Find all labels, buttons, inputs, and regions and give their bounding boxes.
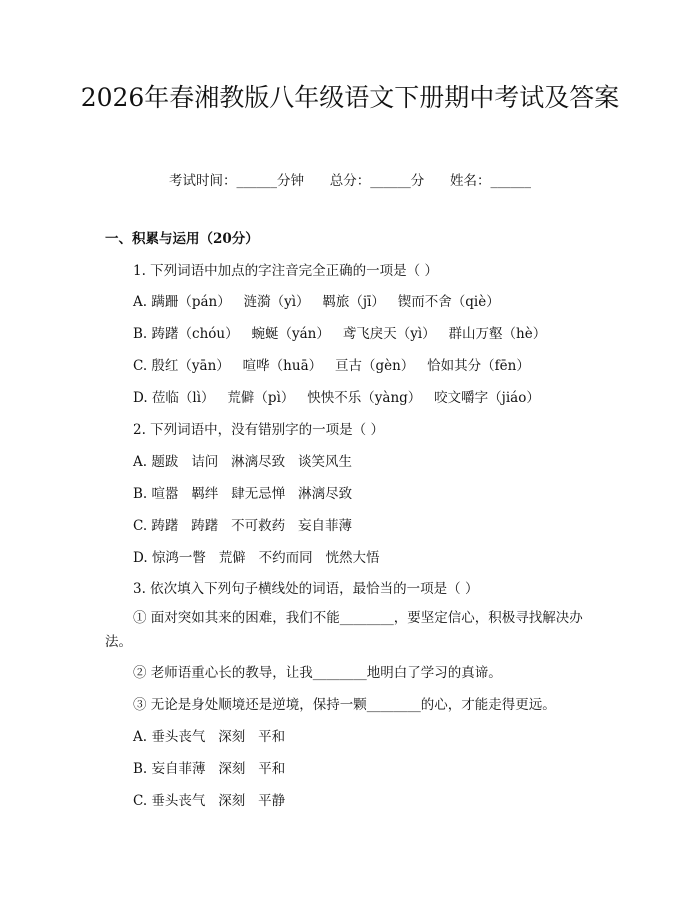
question-3-sentence-3: ③ 无论是身处顺境还是逆境，保持一颗________的心，才能走得更远。 [133, 697, 556, 713]
exam-meta-line: 考试时间：______分钟 总分：______分 姓名：______ [169, 173, 531, 189]
question-1-option-a: A. 蹒跚（pán） 涟漪（yì） 羁旅（jī） 锲而不舍（qiè） [133, 294, 500, 310]
question-2-stem: 2. 下列词语中，没有错别字的一项是（ ） [133, 422, 384, 438]
question-2-option-c: C. 踌躇 踌躇 不可救药 妄自菲薄 [133, 518, 353, 534]
question-3-sentence-2: ② 老师语重心长的教导，让我________地明白了学习的真谛。 [133, 665, 502, 681]
question-3-sentence-1: ① 面对突如其来的困难，我们不能________，要坚定信心，积极寻找解决办法。 [105, 610, 583, 650]
question-3-option-a: A. 垂头丧气 深刻 平和 [133, 729, 286, 745]
question-3-stem: 3. 依次填入下列句子横线处的词语，最恰当的一项是（ ） [133, 581, 479, 597]
question-2-option-d: D. 惊鸿一瞥 荒僻 不约而同 恍然大悟 [133, 550, 380, 566]
question-1-option-b: B. 踌躇（chóu） 蜿蜒（yán） 鸢飞戾天（yì） 群山万壑（hè） [133, 326, 547, 342]
exam-title: 2026年春湘教版八年级语文下册期中考试及答案 [80, 83, 620, 112]
question-1-stem: 1. 下列词语中加点的字注音完全正确的一项是（ ） [133, 263, 438, 279]
question-3-option-b: B. 妄自菲薄 深刻 平和 [133, 761, 286, 777]
question-2-option-a: A. 题跋 诘问 淋漓尽致 谈笑风生 [133, 454, 352, 470]
question-3-option-c: C. 垂头丧气 深刻 平静 [133, 793, 286, 809]
question-2-option-b: B. 喧嚣 羁绊 肆无忌惮 淋漓尽致 [133, 486, 353, 502]
question-1-option-c: C. 殷红（yān） 喧哗（huā） 亘古（gèn） 恰如其分（fēn） [133, 358, 530, 374]
section-heading: 一、积累与运用（20分） [105, 231, 259, 247]
question-1-option-d: D. 莅临（lì） 荒僻（pì） 怏怏不乐（yàng） 咬文嚼字（jiáo） [133, 390, 540, 406]
